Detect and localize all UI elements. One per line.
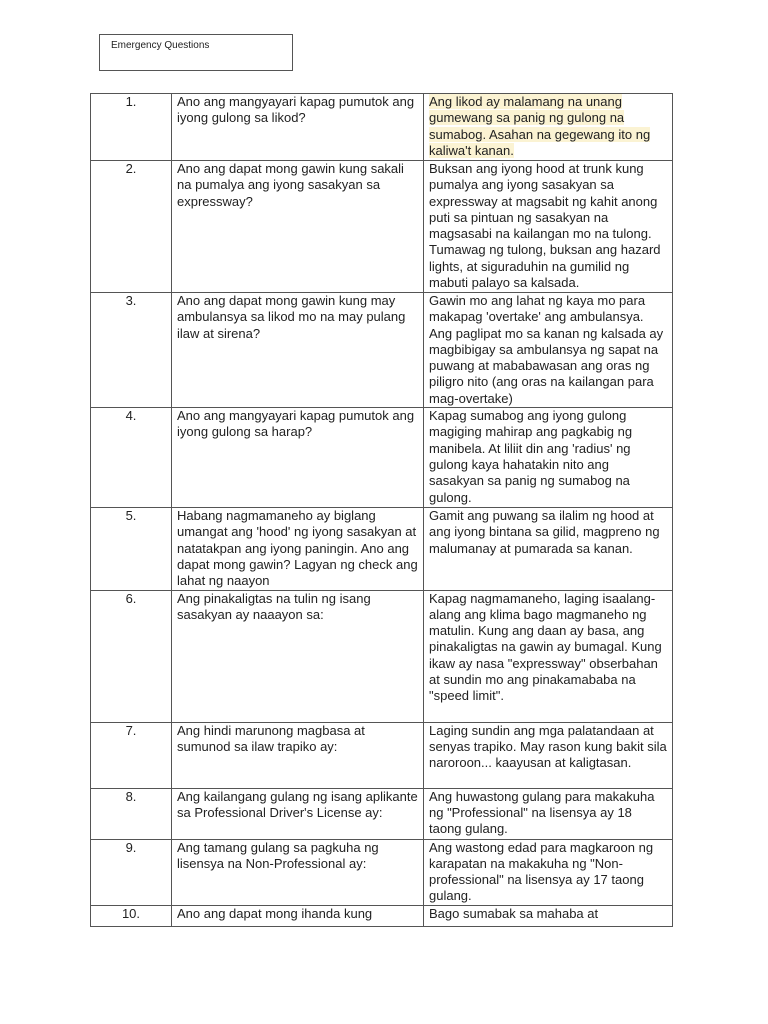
highlighted-answer: Ang likod ay malamang na unang gumewang sa panig ng gulong na sumabog. Asahan na gegewang ito ng kaliwa't kanan. — [429, 94, 651, 158]
row-number: 3. — [91, 293, 172, 408]
table-row — [91, 293, 673, 408]
row-number: 1. — [91, 94, 172, 161]
row-number: 10. — [91, 905, 172, 926]
answer-cell: Gawin mo ang lahat ng kaya mo para makapag 'overtake' ang ambulansya. Ang paglipat mo sa kanan ng kalsada ay magbibigay sa ambulansya ng sapat na puwang at mababawasan ang oras ng piligro nito (ang oras na kailangan para mag-overtake) — [424, 293, 673, 408]
table-row — [91, 94, 673, 161]
questions-table — [90, 93, 673, 927]
answer-cell: Kapag nagmamaneho, laging isaalang-alang ang klima bago magmaneho ng matulin. Kung ang daan ay basa, ang pinakaligtas na gawin ay bumagal. Kung ikaw ay nasa "expressway" obserbahan at sundin mo ang pinakamababa na "speed limit". — [424, 590, 673, 722]
row-number: 7. — [91, 722, 172, 788]
answer-cell — [424, 94, 673, 161]
table-row — [91, 722, 673, 788]
title-box — [99, 34, 293, 71]
answer-cell: Buksan ang iyong hood at trunk kung pumalya ang iyong sasakyan sa expressway at magsabit ng kahit anong puti sa pintuan ng sasakyan na magsasabi na kailangan mo na tulong. Tumawag ng tulong, buksan ang hazard lights, at siguraduhin na gumilid ng mabuti palayo sa kalsada. — [424, 161, 673, 293]
question-cell: Ano ang dapat mong gawin kung may ambulansya sa likod mo na may pulang ilaw at sirena? — [172, 293, 424, 408]
question-cell: Ano ang dapat mong gawin kung sakali na pumalya ang iyong sasakyan sa expressway? — [172, 161, 424, 293]
row-number: 6. — [91, 590, 172, 722]
question-cell: Ang kailangang gulang ng isang aplikante sa Professional Driver's License ay: — [172, 788, 424, 839]
row-number: 2. — [91, 161, 172, 293]
question-cell: Ano ang mangyayari kapag pumutok ang iyong gulong sa harap? — [172, 408, 424, 508]
table-row — [91, 161, 673, 293]
table-row — [91, 905, 673, 926]
table-row — [91, 590, 673, 722]
row-number: 9. — [91, 839, 172, 905]
question-cell: Ang pinakaligtas na tulin ng isang sasakyan ay naaayon sa: — [172, 590, 424, 722]
answer-cell: Bago sumabak sa mahaba at — [424, 905, 673, 926]
answer-cell: Gamit ang puwang sa ilalim ng hood at ang iyong bintana sa gilid, magpreno ng malumanay at pumarada sa kanan. — [424, 508, 673, 590]
table-row — [91, 408, 673, 508]
answer-cell: Ang wastong edad para magkaroon ng karapatan na makakuha ng "Non-professional" na lisensya ay 17 taong gulang. — [424, 839, 673, 905]
question-cell: Ano ang mangyayari kapag pumutok ang iyong gulong sa likod? — [172, 94, 424, 161]
row-number: 8. — [91, 788, 172, 839]
row-number: 5. — [91, 508, 172, 590]
table-row — [91, 788, 673, 839]
document-title: Emergency Questions — [111, 40, 210, 51]
question-cell: Habang nagmamaneho ay biglang umangat ang 'hood' ng iyong sasakyan at natatakpan ang iyong paningin. Ano ang dapat mong gawin? Lagyan ng check ang lahat ng naayon — [172, 508, 424, 590]
answer-cell: Ang huwastong gulang para makakuha ng "Professional" na lisensya ay 18 taong gulang. — [424, 788, 673, 839]
question-cell: Ano ang dapat mong ihanda kung — [172, 905, 424, 926]
table-row — [91, 508, 673, 590]
row-number: 4. — [91, 408, 172, 508]
question-cell: Ang tamang gulang sa pagkuha ng lisensya na Non-Professional ay: — [172, 839, 424, 905]
table-row — [91, 839, 673, 905]
answer-cell: Laging sundin ang mga palatandaan at senyas trapiko. May rason kung bakit sila naroroon... kaayusan at kaligtasan. — [424, 722, 673, 788]
question-cell: Ang hindi marunong magbasa at sumunod sa ilaw trapiko ay: — [172, 722, 424, 788]
answer-cell: Kapag sumabog ang iyong gulong magiging mahirap ang pagkabig ng manibela. At liliit din ang 'radius' ng gulong kaya hahatakin nito ang sasakyan sa panig ng sumabog na gulong. — [424, 408, 673, 508]
